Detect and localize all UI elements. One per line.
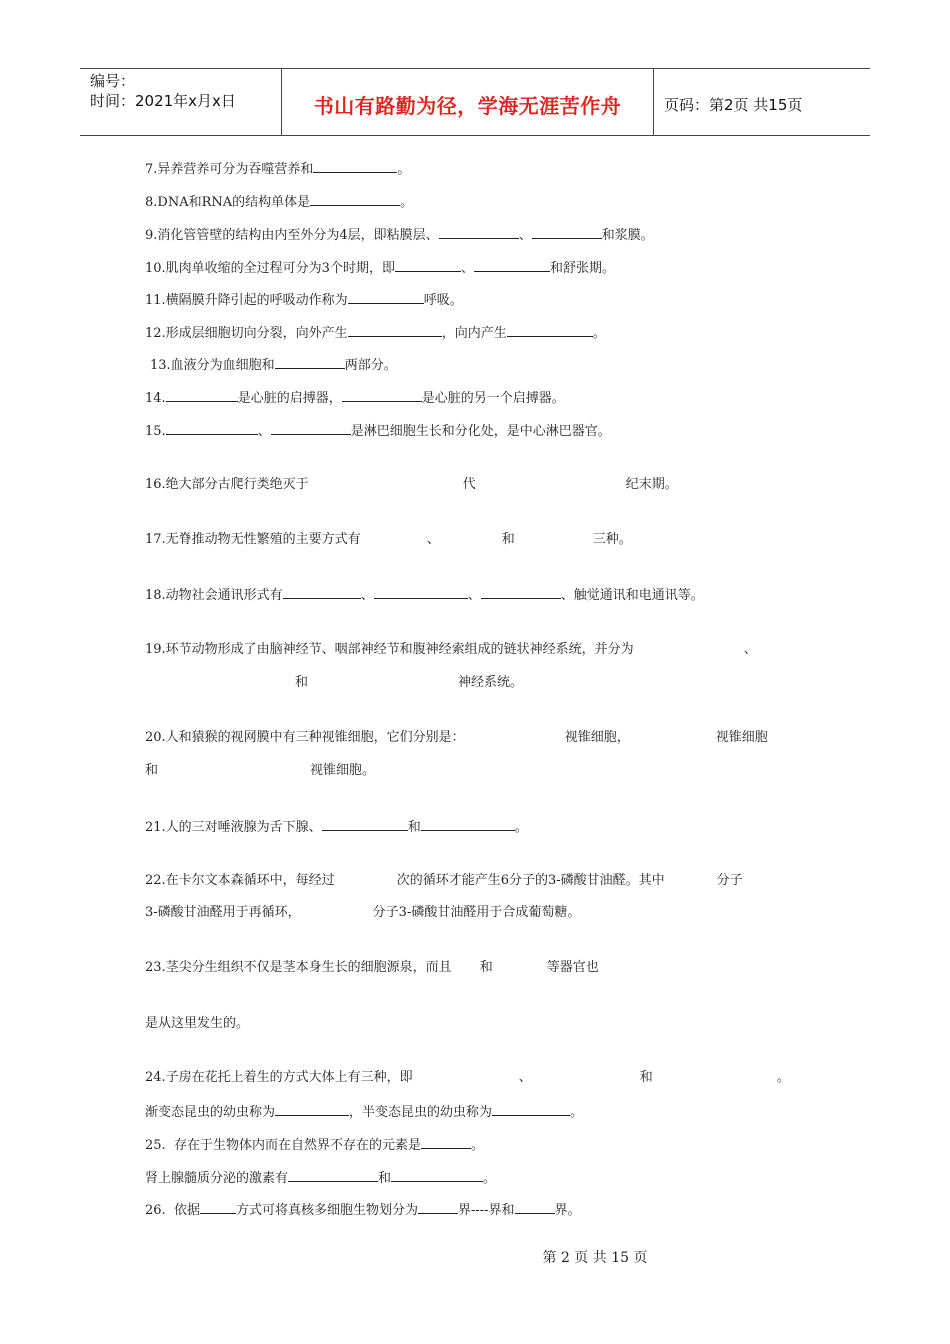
question-text: 和 (407, 820, 421, 835)
question-text: 和 (479, 960, 493, 975)
question-text: 、 (257, 424, 271, 439)
question-text: 13.血液分为血细胞和 (150, 358, 275, 373)
page-header (80, 68, 870, 136)
question-12 (145, 324, 606, 342)
question-22-line2 (145, 905, 580, 921)
answer-blank[interactable] (421, 818, 515, 831)
question-text: 神经系统。 (458, 675, 524, 690)
answer-blank[interactable] (481, 586, 561, 599)
header-motto-cell (282, 69, 654, 135)
question-text: 界----界和 (457, 1203, 515, 1218)
question-text: 、 (743, 642, 757, 657)
question-25-extra (145, 1169, 496, 1187)
question-20-line2 (145, 763, 375, 779)
question-text: 15. (145, 424, 166, 439)
question-text: 是心脏的另一个启搏器。 (421, 391, 565, 406)
answer-blank[interactable] (439, 226, 519, 239)
question-15 (145, 422, 611, 440)
question-text: 19.环节动物形成了由脑神经节、咽部神经节和腹神经索组成的链状神经系统，并分为 (145, 642, 634, 657)
question-text: 方式可将真核多细胞生物划分为 (235, 1203, 418, 1218)
question-text: 是从这里发生的。 (145, 1016, 250, 1031)
question-text: 23.茎尖分生组织不仅是茎本身生长的细胞源泉，而且 (145, 960, 452, 975)
question-text: 3-磷酸甘油醛用于再循环， (145, 905, 301, 920)
question-text: 12.形成层细胞切向分裂，向外产生 (145, 326, 348, 341)
header-meta (80, 69, 282, 135)
answer-blank[interactable] (283, 586, 361, 599)
question-text: ，向内产生 (441, 326, 507, 341)
question-text: 和浆膜。 (601, 228, 654, 243)
answer-blank[interactable] (515, 1201, 555, 1214)
question-11 (145, 291, 463, 309)
serial-label: 编号： (90, 72, 136, 90)
question-text: 。 (397, 162, 411, 177)
question-14 (145, 389, 565, 407)
answer-blank[interactable] (532, 226, 602, 239)
answer-blank[interactable] (313, 160, 397, 173)
answer-blank[interactable] (271, 422, 351, 435)
question-text: 24.子房在花托上着生的方式大体上有三种，即 (145, 1070, 413, 1085)
question-text: 16.绝大部分古爬行类绝灭于 (145, 477, 309, 492)
question-22-line1 (145, 873, 743, 889)
answer-blank[interactable] (391, 1169, 483, 1182)
question-25 (145, 1136, 484, 1154)
question-text: 次的循环才能产生6分子的3-磷酸甘油醛。其中 (396, 873, 665, 888)
motto: 书山有路勤为径，学海无涯苦作舟 (313, 93, 622, 118)
answer-blank[interactable] (348, 324, 442, 337)
question-23-line2 (145, 1016, 249, 1032)
answer-blank[interactable] (275, 356, 345, 369)
question-text: 、 (426, 532, 440, 547)
question-text: 。 (592, 326, 606, 341)
question-7 (145, 160, 410, 178)
question-text: 三种。 (592, 532, 632, 547)
question-text: 呼吸。 (423, 293, 463, 308)
question-text: 、 (518, 1070, 532, 1085)
question-17 (145, 532, 632, 548)
question-text: 代 (462, 477, 476, 492)
question-8 (145, 193, 413, 211)
answer-blank[interactable] (395, 259, 461, 272)
question-text: 界。 (554, 1203, 581, 1218)
question-text: 26. 依据 (145, 1203, 200, 1218)
answer-blank[interactable] (507, 324, 593, 337)
question-text: 和舒张期。 (549, 261, 615, 276)
question-text: 。 (570, 1105, 584, 1120)
question-18 (145, 586, 704, 604)
answer-blank[interactable] (418, 1201, 458, 1214)
question-text: 18.动物社会通讯形式有 (145, 588, 283, 603)
answer-blank[interactable] (322, 818, 408, 831)
question-23-line1 (145, 960, 599, 976)
question-text: 、触觉通讯和电通讯等。 (560, 588, 704, 603)
answer-blank[interactable] (421, 1136, 471, 1149)
answer-blank[interactable] (275, 1103, 349, 1116)
question-16 (145, 477, 678, 493)
question-text: 9.消化管管壁的结构由内至外分为4层，即粘膜层、 (145, 228, 439, 243)
question-26 (145, 1201, 581, 1219)
question-text: 两部分。 (344, 358, 397, 373)
answer-blank[interactable] (474, 259, 550, 272)
question-text: 纪末期。 (625, 477, 678, 492)
question-text: 25. 存在于生物体内而在自然界不存在的元素是 (145, 1138, 421, 1153)
question-text: 7.异养营养可分为吞噬营养和 (145, 162, 314, 177)
question-text: 分子3-磷酸甘油醛用于合成葡萄糖。 (372, 905, 581, 920)
question-text: 渐变态昆虫的幼虫称为 (145, 1105, 276, 1120)
question-text: 视锥细胞 (715, 730, 768, 745)
answer-blank[interactable] (348, 291, 424, 304)
question-text: 8.DNA和RNA的结构单体是 (145, 195, 311, 210)
question-24 (145, 1070, 790, 1086)
question-19-line2 (145, 675, 523, 691)
question-19-line1 (145, 642, 757, 658)
answer-blank[interactable] (310, 193, 400, 206)
question-text: 20.人和猿猴的视网膜中有三种视锥细胞，它们分别是： (145, 730, 465, 745)
question-text: 分子 (716, 873, 743, 888)
question-text: 等器官也 (546, 960, 599, 975)
question-text: 、 (518, 228, 532, 243)
answer-blank[interactable] (374, 586, 468, 599)
question-text: 和 (501, 532, 515, 547)
question-text: 11.横隔膜升降引起的呼吸动作称为 (145, 293, 348, 308)
question-text: 。 (470, 1138, 484, 1153)
page-info: 页码：第2页 共15页 (664, 95, 803, 114)
question-text: 肾上腺髓质分泌的激素有 (145, 1171, 289, 1186)
question-text: 和 (378, 1171, 392, 1186)
question-text: ，半变态昆虫的幼虫称为 (349, 1105, 493, 1120)
header-page-info-cell (654, 69, 870, 135)
question-10 (145, 259, 615, 277)
question-text: 17.无脊推动物无性繁殖的主要方式有 (145, 532, 361, 547)
question-20-line1 (145, 730, 768, 746)
question-text: 。 (483, 1171, 497, 1186)
question-text: 视锥细胞， (564, 730, 630, 745)
time-label: 时间：2021年x月x日 (90, 92, 236, 110)
question-text: 视锥细胞。 (310, 763, 376, 778)
question-text: 。 (776, 1070, 790, 1085)
answer-blank[interactable] (200, 1201, 236, 1214)
question-text: 21.人的三对唾液腺为舌下腺、 (145, 820, 322, 835)
question-text: 、 (460, 261, 474, 276)
answer-blank[interactable] (342, 389, 422, 402)
question-text: 14. (145, 391, 166, 406)
footer-page-number: 第 2 页 共 15 页 (542, 1250, 648, 1266)
question-text: 是淋巴细胞生长和分化处，是中心淋巴器官。 (350, 424, 611, 439)
answer-blank[interactable] (166, 422, 258, 435)
question-text: 和 (639, 1070, 653, 1085)
question-13 (150, 356, 397, 374)
question-text: 、 (467, 588, 481, 603)
question-text: 10.肌肉单收缩的全过程可分为3个时期，即 (145, 261, 395, 276)
question-21 (145, 818, 528, 836)
answer-blank[interactable] (492, 1103, 570, 1116)
question-text: 和 (145, 763, 159, 778)
answer-blank[interactable] (288, 1169, 378, 1182)
question-text: 和 (295, 675, 309, 690)
question-24-extra (145, 1103, 583, 1121)
question-text: 、 (360, 588, 374, 603)
question-text: 。 (514, 820, 528, 835)
question-text: 。 (400, 195, 414, 210)
page-footer (0, 1247, 950, 1267)
question-text: 是心脏的启搏器， (237, 391, 342, 406)
answer-blank[interactable] (166, 389, 238, 402)
question-9 (145, 226, 654, 244)
question-text: 22.在卡尔文本森循环中，每经过 (145, 873, 335, 888)
